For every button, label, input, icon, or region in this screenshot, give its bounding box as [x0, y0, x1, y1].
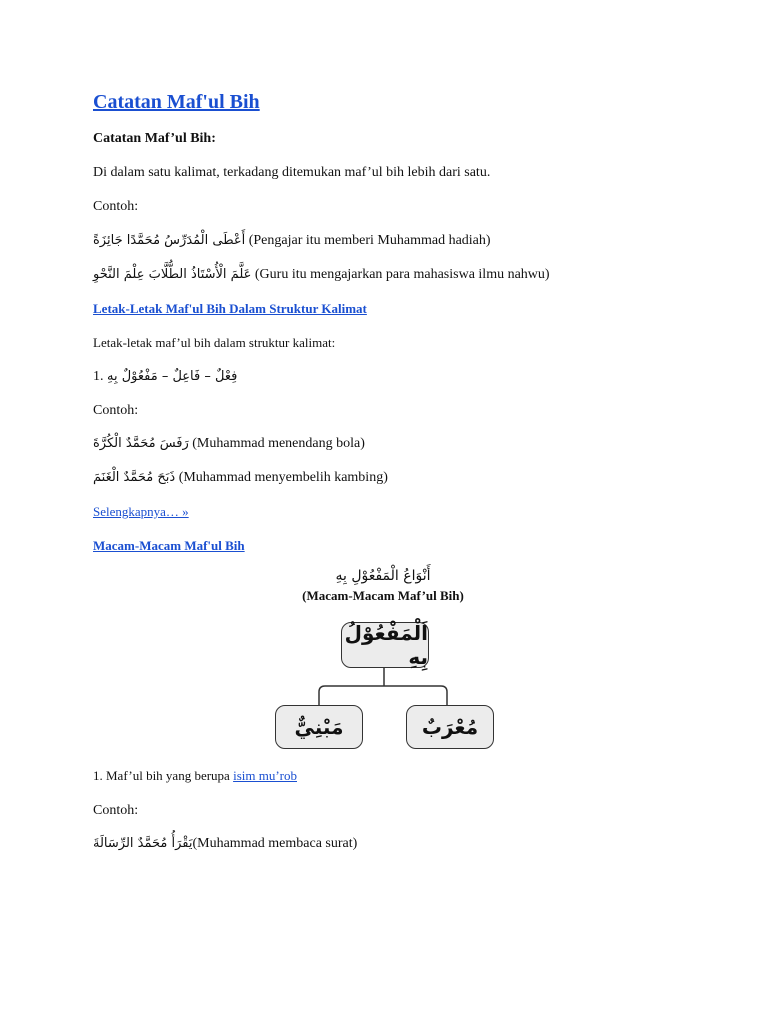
- translation-text: (Pengajar itu memberi Muhammad hadiah): [248, 233, 491, 248]
- translation-text: (Guru itu mengajarkan para mahasiswa ilmu nahwu): [254, 267, 550, 282]
- subtitle: Catatan Maf’ul Bih:: [93, 131, 216, 146]
- arabic-text: فِعْلٌ – فَاعِلٌ – مَفْعُوْلٌ بِهِ: [107, 369, 238, 384]
- example-line: [93, 469, 388, 487]
- diagram-latin-title: (Macam-Macam Maf’ul Bih): [302, 588, 464, 603]
- item-text: 1. Maf’ul bih yang berupa: [93, 768, 234, 783]
- section-heading-macam[interactable]: Macam-Macam Maf'ul Bih: [93, 538, 245, 553]
- diagram-right-box: مُعْرَبٌ: [406, 705, 494, 749]
- page-title[interactable]: Catatan Maf'ul Bih: [93, 91, 260, 113]
- list-item-1: [93, 767, 297, 785]
- diagram-left-box: مَبْنِيٌّ: [275, 705, 363, 749]
- example-line: [93, 232, 491, 250]
- contoh-label-1: Contoh:: [93, 199, 139, 214]
- diagram-arabic-title: أَنْوَاعُ الْمَفْعُوْلِ بِهِ: [335, 568, 431, 584]
- arabic-text: يَقْرَأُ مُحَمَّدٌ الرِّسَالَةَ: [93, 836, 193, 851]
- arabic-text: أَعْطَى الْمُدَرِّسُ مُحَمَّدًا جَائِزَةً: [93, 233, 246, 248]
- intro-paragraph: Di dalam satu kalimat, terkadang ditemukan maf’ul bih lebih dari satu.: [93, 165, 491, 180]
- arabic-text: ذَبَحَ مُحَمَّدٌ الْغَنَمَ: [93, 470, 176, 485]
- contoh-label-3: Contoh:: [93, 803, 139, 818]
- section-text: Letak-letak maf’ul bih dalam struktur kalimat:: [93, 335, 336, 350]
- item-number: 1.: [93, 369, 104, 384]
- read-more-link[interactable]: Selengkapnya… »: [93, 504, 189, 519]
- example-line: [93, 435, 365, 453]
- example-line: [93, 266, 550, 284]
- arabic-text: عَلَّمَ الْأُسْتَاذُ الطُّلَّابَ عِلْمَ النَّحْوِ: [93, 267, 252, 282]
- isim-murob-link[interactable]: isim mu’rob: [233, 768, 297, 783]
- example-line: [93, 835, 357, 853]
- contoh-label-2: Contoh:: [93, 403, 139, 418]
- structure-item: [93, 368, 237, 386]
- connector-branch: [319, 686, 447, 706]
- translation-text: (Muhammad membaca surat): [192, 836, 358, 851]
- diagram-root-box: اَلْمَفْعُوْلُ بِهِ: [341, 622, 429, 668]
- section-heading-letak[interactable]: Letak-Letak Maf'ul Bih Dalam Struktur Kalimat: [93, 301, 367, 316]
- arabic-text: رَفَسَ مُحَمَّدٌ الْكُرَّةَ: [93, 436, 189, 451]
- translation-text: (Muhammad menyembelih kambing): [178, 470, 388, 485]
- translation-text: (Muhammad menendang bola): [192, 436, 365, 451]
